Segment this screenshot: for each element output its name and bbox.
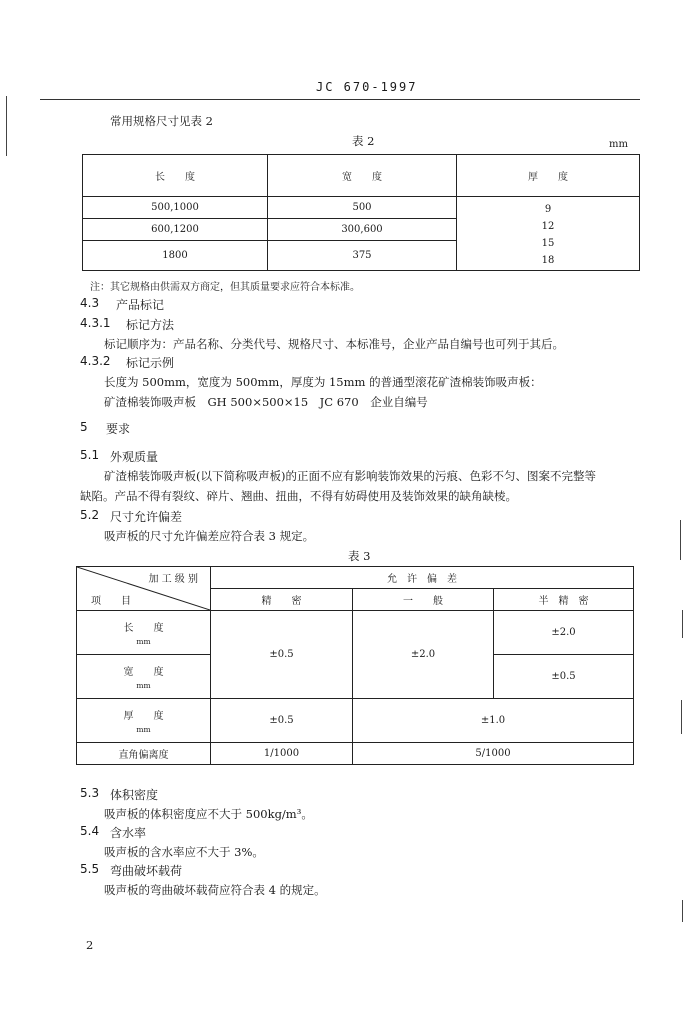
intro-line: 常用规格尺寸见表 2	[110, 114, 213, 128]
section-5-2-text: 吸声板的尺寸允许偏差应符合表 3 规定。	[104, 529, 315, 543]
table2-note: 注：其它规格由供需双方商定，但其质量要求应符合本标准。	[90, 282, 360, 293]
table3-row-length	[77, 611, 211, 655]
table2-cell: 500,1000	[83, 197, 268, 219]
table3-grade-general: 一 般	[353, 589, 494, 611]
table2-thickness-value: 18	[541, 254, 555, 266]
section-5-1-text-line2: 缺陷。产品不得有裂纹、碎片、翘曲、扭曲，不得有妨碍使用及装饰效果的缺角缺棱。	[80, 489, 517, 503]
section-4-3-2-text: 长度为 500mm，宽度为 500mm，厚度为 15mm 的普通型滚花矿渣棉装饰吸声板：	[104, 375, 542, 389]
section-5-5-number: 5.5	[80, 862, 100, 876]
table3-row-width	[77, 655, 211, 699]
table2-thickness-value: 9	[544, 203, 552, 215]
section-5-5-title: 弯曲破坏载荷	[110, 864, 183, 878]
table3-caption: 表 3	[348, 549, 371, 563]
table3-cell: ±1.0	[353, 699, 634, 743]
table3-row-thickness	[77, 699, 211, 743]
section-4-3-1-text: 标记顺序为：产品名称、分类代号、规格尺寸、本标准号，企业产品自编号也可列于其后。	[104, 337, 564, 351]
table2-header-length: 长 度	[83, 155, 268, 197]
section-4-3-number: 4.3	[80, 296, 100, 310]
table3-row-thickness-label: 厚 度	[123, 711, 164, 722]
table3-row-width-label: 宽 度	[123, 667, 164, 678]
section-4-3-1-number: 4.3.1	[80, 316, 111, 330]
page-number: 2	[86, 938, 94, 952]
standard-code-header: JC 670-1997	[316, 80, 418, 94]
section-5-4-title: 含水率	[110, 826, 147, 840]
section-5-4-text: 吸声板的含水率应不大于 3%。	[104, 845, 264, 859]
table2-cell: 300,600	[268, 219, 457, 241]
table3-corner-bottom: 项 目	[91, 596, 131, 607]
table3-row-length-unit: mm	[136, 637, 151, 646]
table3-grade-semi: 半 精 密	[494, 589, 634, 611]
section-5-5-text: 吸声板的弯曲破坏载荷应符合表 4 的规定。	[104, 883, 326, 897]
scan-edge-mark	[682, 610, 683, 638]
table2-cell: 600,1200	[83, 219, 268, 241]
scan-edge-mark	[6, 96, 7, 156]
table2-unit: mm	[609, 139, 628, 150]
table3-cell: ±0.5	[494, 655, 634, 699]
table2-thickness-value: 15	[541, 237, 555, 249]
table3-row-square: 直角偏离度	[77, 743, 211, 765]
table3-grade-precise: 精 密	[211, 589, 353, 611]
marking-example: 矿渣棉装饰吸声板 GH 500×500×15 JC 670 企业自编号	[104, 395, 428, 409]
table2-cell: 1800	[83, 241, 268, 271]
table2-caption: 表 2	[352, 134, 375, 148]
table3-cell: ±0.5	[211, 611, 353, 699]
header-rule	[40, 99, 640, 100]
section-5-1-text-line1: 矿渣棉装饰吸声板(以下简称吸声板)的正面不应有影响装饰效果的污痕、色彩不匀、图案不完整等	[104, 469, 596, 483]
table3-cell: 1/1000	[211, 743, 353, 765]
table3-row-length-label: 长 度	[123, 623, 164, 634]
table3-corner-cell	[77, 567, 211, 611]
table2-cell: 500	[268, 197, 457, 219]
table3-group-header: 允 许 偏 差	[211, 567, 634, 589]
scan-edge-mark	[682, 900, 683, 922]
section-5-4-number: 5.4	[80, 824, 100, 838]
table3-corner-top: 加 工 级 别	[148, 574, 198, 585]
table3-cell: ±2.0	[353, 611, 494, 699]
table2	[82, 154, 640, 271]
table3-cell: ±0.5	[211, 699, 353, 743]
section-5-1-number: 5.1	[80, 448, 100, 462]
table3-row-width-unit: mm	[136, 681, 151, 690]
scan-edge-mark	[680, 520, 681, 560]
table3	[76, 566, 634, 765]
section-5-2-number: 5.2	[80, 508, 100, 522]
table2-header-thickness: 厚 度	[457, 155, 640, 197]
section-5-1-title: 外观质量	[110, 450, 159, 464]
table2-thickness-value: 12	[541, 220, 555, 232]
section-5-2-title: 尺寸允许偏差	[110, 510, 183, 524]
table3-row-thickness-unit: mm	[136, 725, 151, 734]
table2-thickness-cell	[457, 197, 640, 271]
table2-header-width: 宽 度	[268, 155, 457, 197]
section-5-number: 5	[80, 420, 88, 434]
scan-edge-mark	[681, 700, 682, 734]
section-5-3-text: 吸声板的体积密度应不大于 500kg/m³。	[104, 807, 313, 821]
section-4-3-1-title: 标记方法	[126, 318, 175, 332]
section-5-3-title: 体积密度	[110, 788, 159, 802]
table3-cell: 5/1000	[353, 743, 634, 765]
section-5-title: 要求	[106, 422, 131, 436]
section-4-3-title: 产品标记	[116, 298, 165, 312]
section-4-3-2-number: 4.3.2	[80, 354, 111, 368]
section-4-3-2-title: 标记示例	[126, 356, 175, 370]
section-5-3-number: 5.3	[80, 786, 100, 800]
table3-cell: ±2.0	[494, 611, 634, 655]
table2-cell: 375	[268, 241, 457, 271]
